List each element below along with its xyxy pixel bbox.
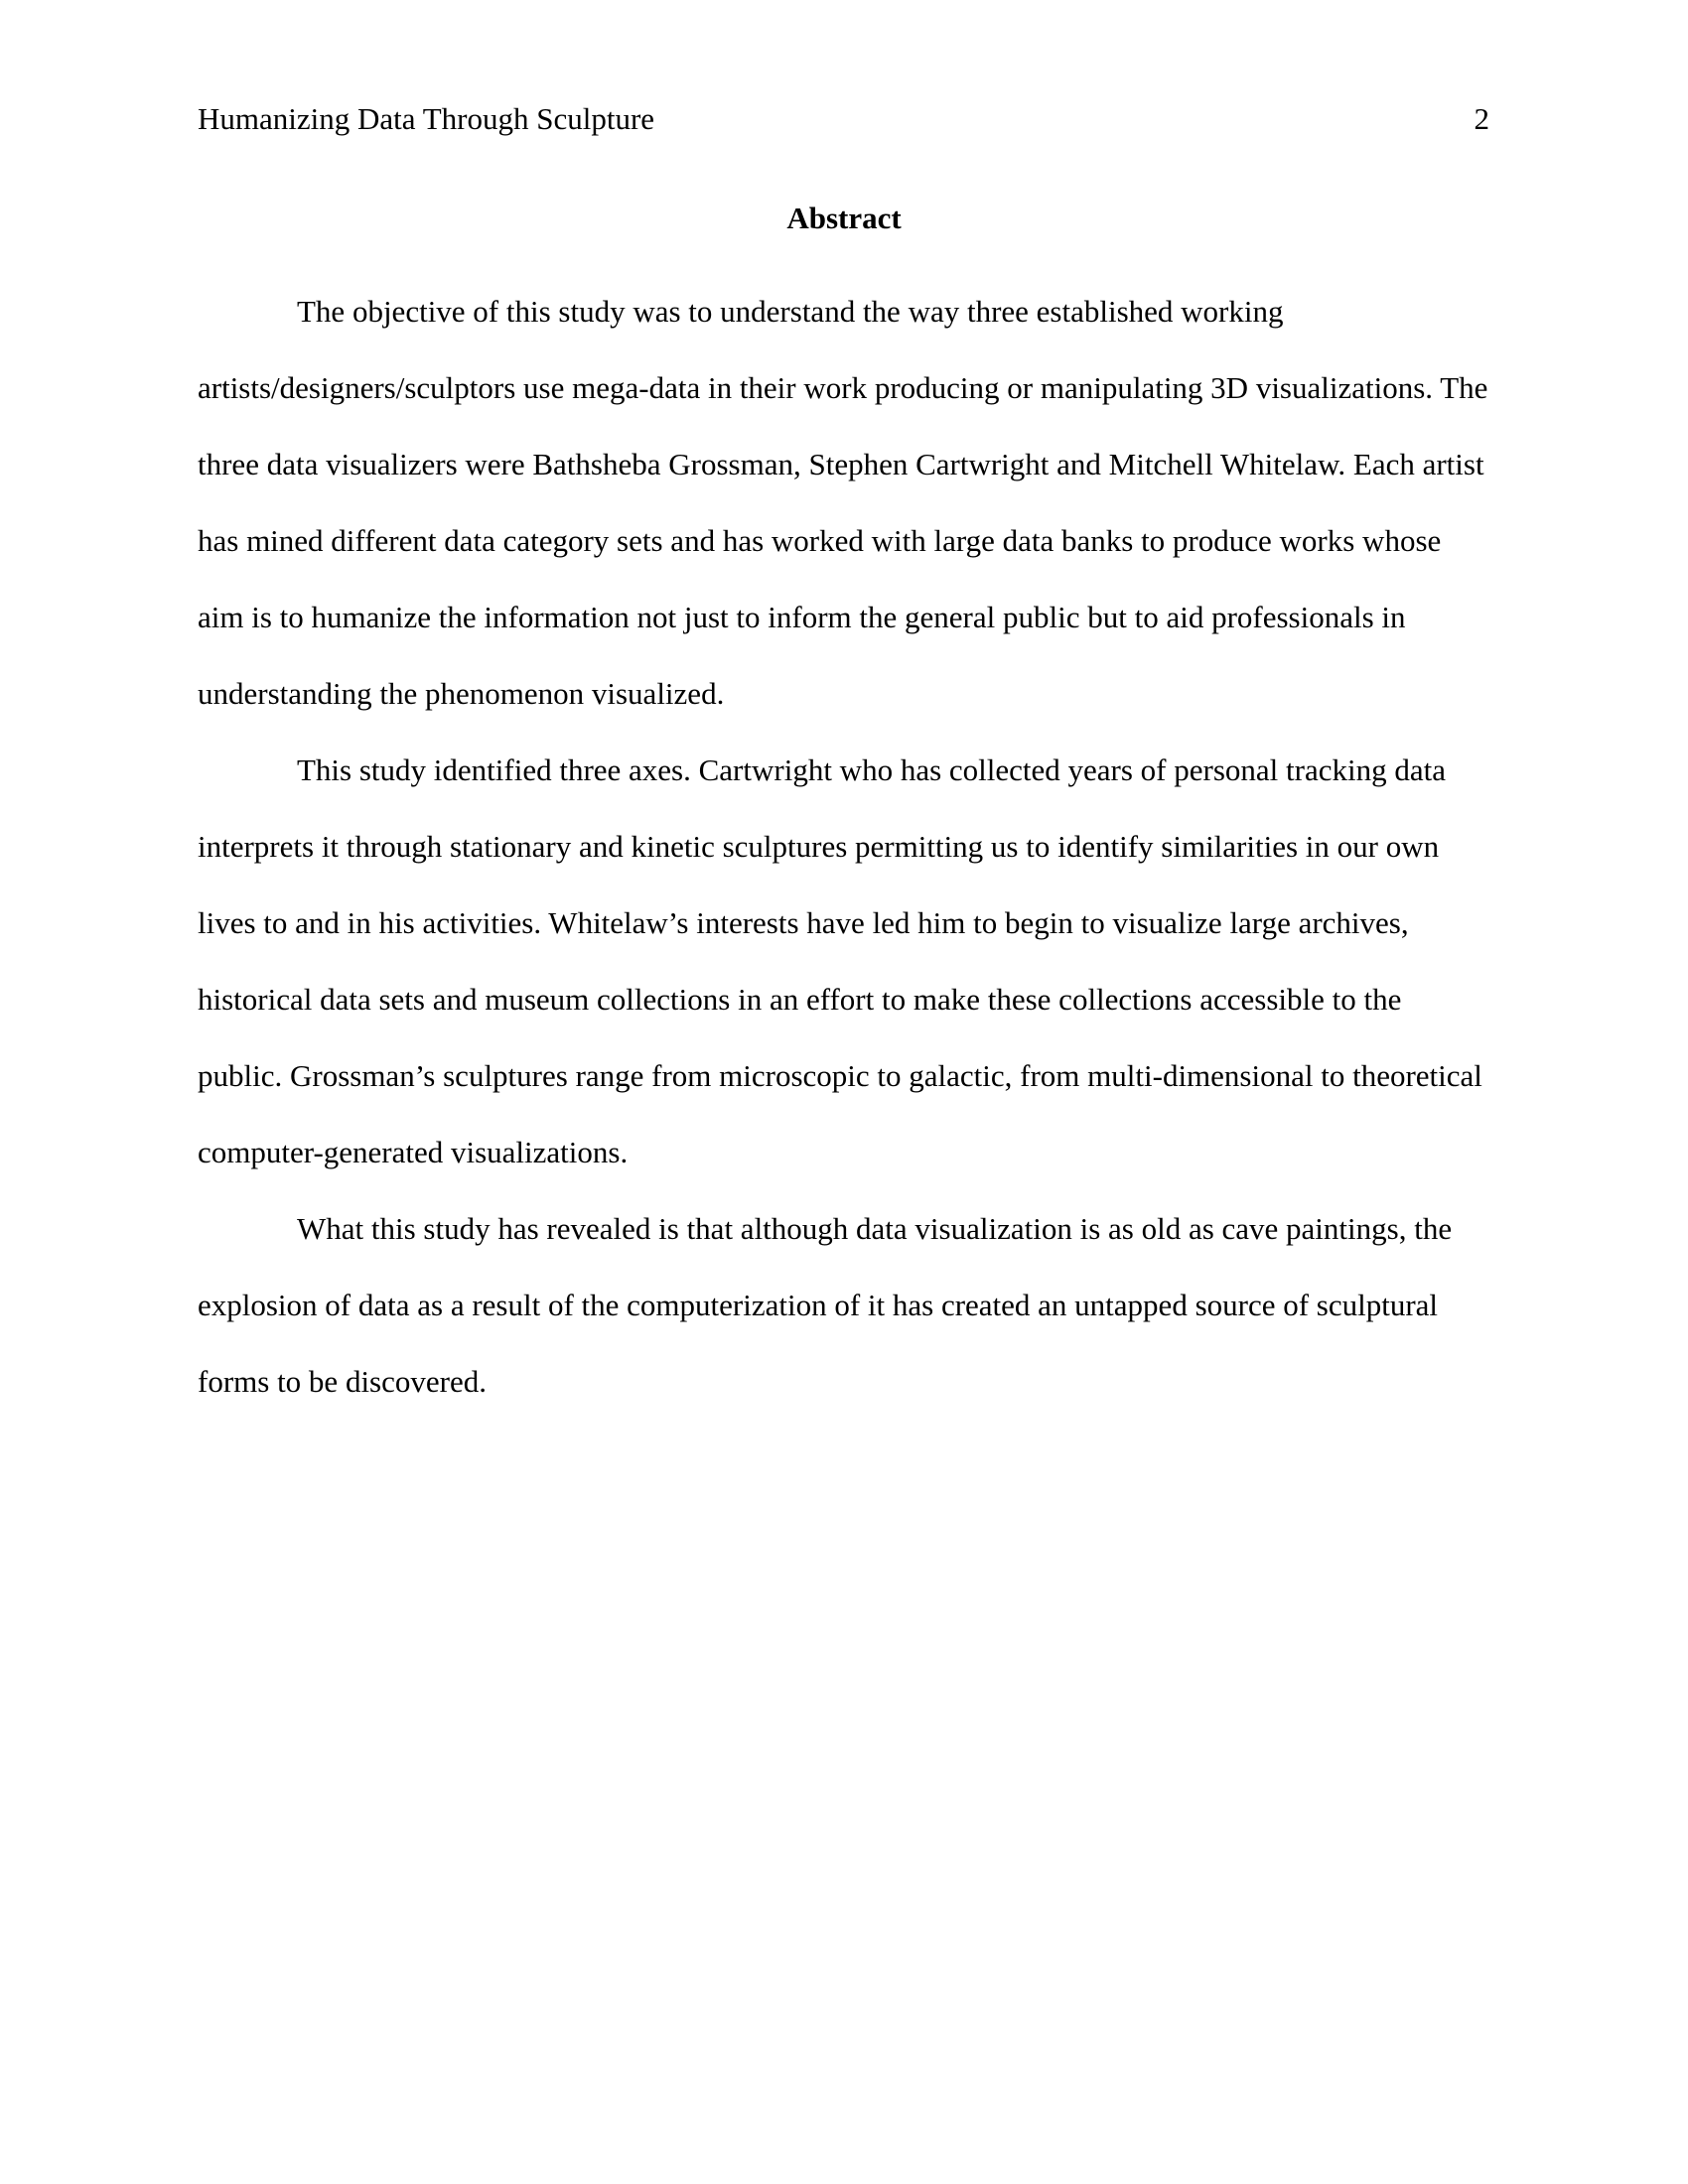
abstract-paragraph-3: What this study has revealed is that although data visualization is as old as cave paintings, the explosion of data as a result of the computerization of it has created an untapped source of sculptural forms to be discovered. (198, 1211, 1453, 1399)
abstract-body (198, 273, 1490, 1420)
page-number: 2 (1474, 101, 1489, 136)
running-head: Humanizing Data Through Sculpture (198, 101, 655, 136)
abstract-paragraph-2: This study identified three axes. Cartwright who has collected years of personal tracking data interprets it through stationary and kinetic sculptures permitting us to identify similarities in our own lives to and in his activities. Whitelaw’s interests have led him to begin to visualize large archives, historical data sets and museum collections in an effort to make these collections accessible to the public. Grossman’s sculptures range from microscopic to galactic, from multi-dimensional to theoretical computer-generated visualizations. (198, 752, 1482, 1169)
abstract-paragraph-1: The objective of this study was to understand the way three established working artists/designers/sculptors use mega-data in their work producing or manipulating 3D visualizations. The three data visualizers were Bathsheba Grossman, Stephen Cartwright and Mitchell Whitelaw. Each artist has mined different data category sets and has worked with large data banks to produce works whose aim is to humanize the information not just to inform the general public but to aid professionals in understanding the phenomenon visualized. (198, 294, 1488, 711)
section-heading-abstract: Abstract (786, 201, 902, 235)
